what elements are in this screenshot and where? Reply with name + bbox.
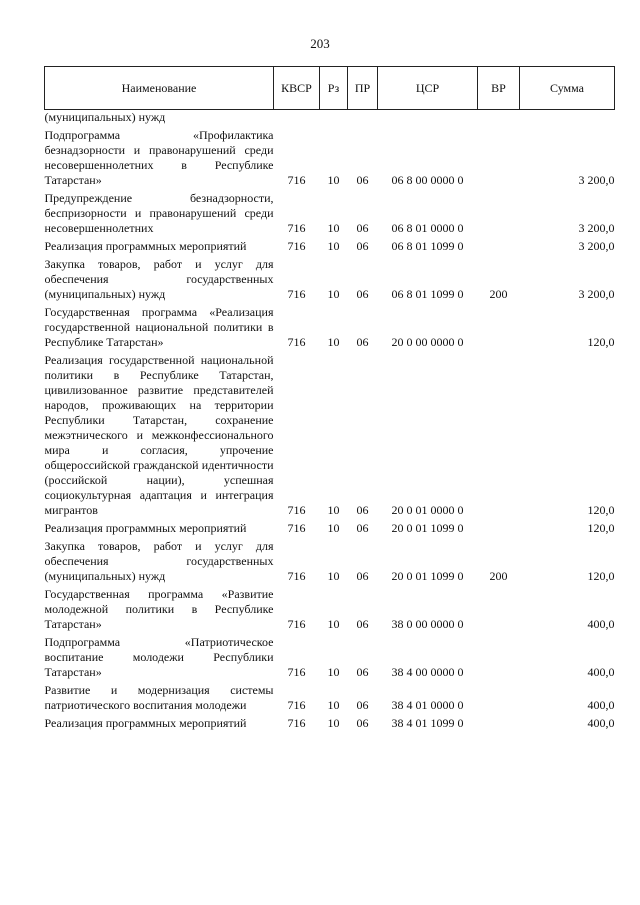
header-vr: ВР (478, 67, 520, 110)
cell-vr (478, 191, 520, 239)
cell-vr (478, 110, 520, 129)
cell-vr (478, 587, 520, 635)
cell-kvsr: 716 (287, 287, 306, 301)
cell-pr: 06 (356, 617, 369, 631)
cell-pr: 06 (356, 521, 369, 535)
cell-rz: 10 (327, 503, 340, 517)
header-rz: Рз (320, 67, 348, 110)
cell-kvsr: 716 (287, 569, 306, 583)
cell-name: Подпрограмма «Патриотическое воспитание молодежи Республики Татарстан» (44, 635, 274, 679)
cell-csr: 38 4 01 1099 0 (391, 716, 464, 730)
cell-kvsr: 716 (287, 335, 306, 349)
cell-vr (478, 353, 520, 521)
cell-csr: 20 0 00 0000 0 (391, 335, 464, 349)
cell-csr: 20 0 01 1099 0 (391, 569, 464, 583)
table-row (45, 683, 615, 716)
cell-pr: 06 (356, 569, 369, 583)
cell-kvsr (274, 110, 320, 129)
table-row (45, 128, 615, 191)
cell-sum: 120,0 (587, 503, 615, 517)
cell-csr: 06 8 01 1099 0 (391, 287, 464, 301)
table-row (45, 305, 615, 353)
cell-rz: 10 (327, 173, 340, 187)
header-sum: Сумма (520, 67, 615, 110)
cell-rz: 10 (327, 698, 340, 712)
cell-kvsr: 716 (287, 521, 306, 535)
budget-table (44, 66, 615, 734)
table-row (45, 539, 615, 587)
cell-name: Государственная программа «Реализация государственной национальной политики в Республике Татарстан» (44, 305, 274, 349)
cell-pr: 06 (356, 716, 369, 730)
cell-sum: 400,0 (587, 698, 615, 712)
cell-name: Реализация программных мероприятий (44, 716, 247, 730)
cell-vr: 200 (489, 569, 508, 583)
cell-pr (348, 110, 378, 129)
table-row (45, 521, 615, 539)
cell-rz: 10 (327, 716, 340, 730)
header-kvsr: КВСР (274, 67, 320, 110)
cell-name: Подпрограмма «Профилактика безнадзорности и правонарушений среди несовершеннолетних в Республике Татарстан» (44, 128, 274, 187)
cell-name: Реализация программных мероприятий (44, 239, 247, 253)
cell-vr: 200 (489, 287, 508, 301)
table-row (45, 353, 615, 521)
cell-rz: 10 (327, 287, 340, 301)
cell-rz: 10 (327, 239, 340, 253)
cell-csr: 06 8 01 1099 0 (391, 239, 464, 253)
cell-name: Государственная программа «Развитие молодежной политики в Республике Татарстан» (44, 587, 274, 631)
cell-name: (муниципальных) нужд (44, 110, 166, 124)
cell-pr: 06 (356, 503, 369, 517)
cell-rz (320, 110, 348, 129)
cell-name: Предупреждение безнадзорности, беспризорности и правонарушений среди несовершеннолетних (44, 191, 274, 235)
cell-pr: 06 (356, 287, 369, 301)
table-row (45, 239, 615, 257)
header-pr: ПР (348, 67, 378, 110)
header-csr: ЦСР (378, 67, 478, 110)
cell-vr (478, 239, 520, 257)
cell-sum: 400,0 (587, 665, 615, 679)
cell-rz: 10 (327, 335, 340, 349)
table-header-row (45, 67, 615, 110)
table-row (45, 257, 615, 305)
cell-vr (478, 305, 520, 353)
cell-vr (478, 635, 520, 683)
cell-sum: 3 200,0 (578, 239, 615, 253)
cell-sum: 400,0 (587, 617, 615, 631)
cell-csr: 38 4 01 0000 0 (391, 698, 464, 712)
cell-pr: 06 (356, 221, 369, 235)
cell-csr: 06 8 01 0000 0 (391, 221, 464, 235)
table-body (45, 110, 615, 735)
cell-rz: 10 (327, 569, 340, 583)
cell-rz: 10 (327, 521, 340, 535)
cell-sum: 120,0 (587, 569, 615, 583)
cell-rz: 10 (327, 617, 340, 631)
cell-kvsr: 716 (287, 716, 306, 730)
cell-csr: 38 0 00 0000 0 (391, 617, 464, 631)
table-row (45, 110, 615, 129)
table-row (45, 191, 615, 239)
cell-pr: 06 (356, 335, 369, 349)
table-row (45, 635, 615, 683)
cell-sum: 400,0 (587, 716, 615, 730)
cell-sum: 3 200,0 (578, 221, 615, 235)
header-name: Наименование (45, 67, 274, 110)
cell-kvsr: 716 (287, 221, 306, 235)
cell-sum: 120,0 (587, 335, 615, 349)
table-row (45, 587, 615, 635)
cell-csr: 20 0 01 1099 0 (391, 521, 464, 535)
cell-kvsr: 716 (287, 698, 306, 712)
page-number: 203 (310, 36, 330, 51)
cell-csr: 06 8 00 0000 0 (391, 173, 464, 187)
cell-pr: 06 (356, 173, 369, 187)
cell-pr: 06 (356, 239, 369, 253)
cell-sum: 3 200,0 (578, 173, 615, 187)
cell-name: Реализация государственной национальной политики в Республике Татарстан, цивилизованное развитие представителей народов, проживающих на территории Республики Татарстан, сохранение межэтнического и межконфессионального мира и согласия, упрочение общероссийской гражданской идентичности (российской нации), успешная социокультурная адаптация и интеграция мигрантов (44, 353, 274, 517)
cell-name: Закупка товаров, работ и услуг для обеспечения государственных (муниципальных) нужд (44, 539, 274, 583)
cell-kvsr: 716 (287, 173, 306, 187)
cell-vr (478, 521, 520, 539)
cell-pr: 06 (356, 665, 369, 679)
cell-kvsr: 716 (287, 503, 306, 517)
cell-csr: 20 0 01 0000 0 (391, 503, 464, 517)
cell-vr (478, 683, 520, 716)
cell-sum (520, 110, 615, 129)
cell-rz: 10 (327, 665, 340, 679)
cell-vr (478, 128, 520, 191)
cell-sum: 120,0 (587, 521, 615, 535)
cell-csr (378, 110, 478, 129)
cell-kvsr: 716 (287, 617, 306, 631)
cell-rz: 10 (327, 221, 340, 235)
cell-kvsr: 716 (287, 665, 306, 679)
cell-sum: 3 200,0 (578, 287, 615, 301)
cell-name: Реализация программных мероприятий (44, 521, 247, 535)
cell-pr: 06 (356, 698, 369, 712)
cell-kvsr: 716 (287, 239, 306, 253)
cell-name: Закупка товаров, работ и услуг для обеспечения государственных (муниципальных) нужд (44, 257, 274, 301)
cell-name: Развитие и модернизация системы патриотического воспитания молодежи (44, 683, 274, 712)
table-row (45, 716, 615, 734)
cell-vr (478, 716, 520, 734)
cell-csr: 38 4 00 0000 0 (391, 665, 464, 679)
